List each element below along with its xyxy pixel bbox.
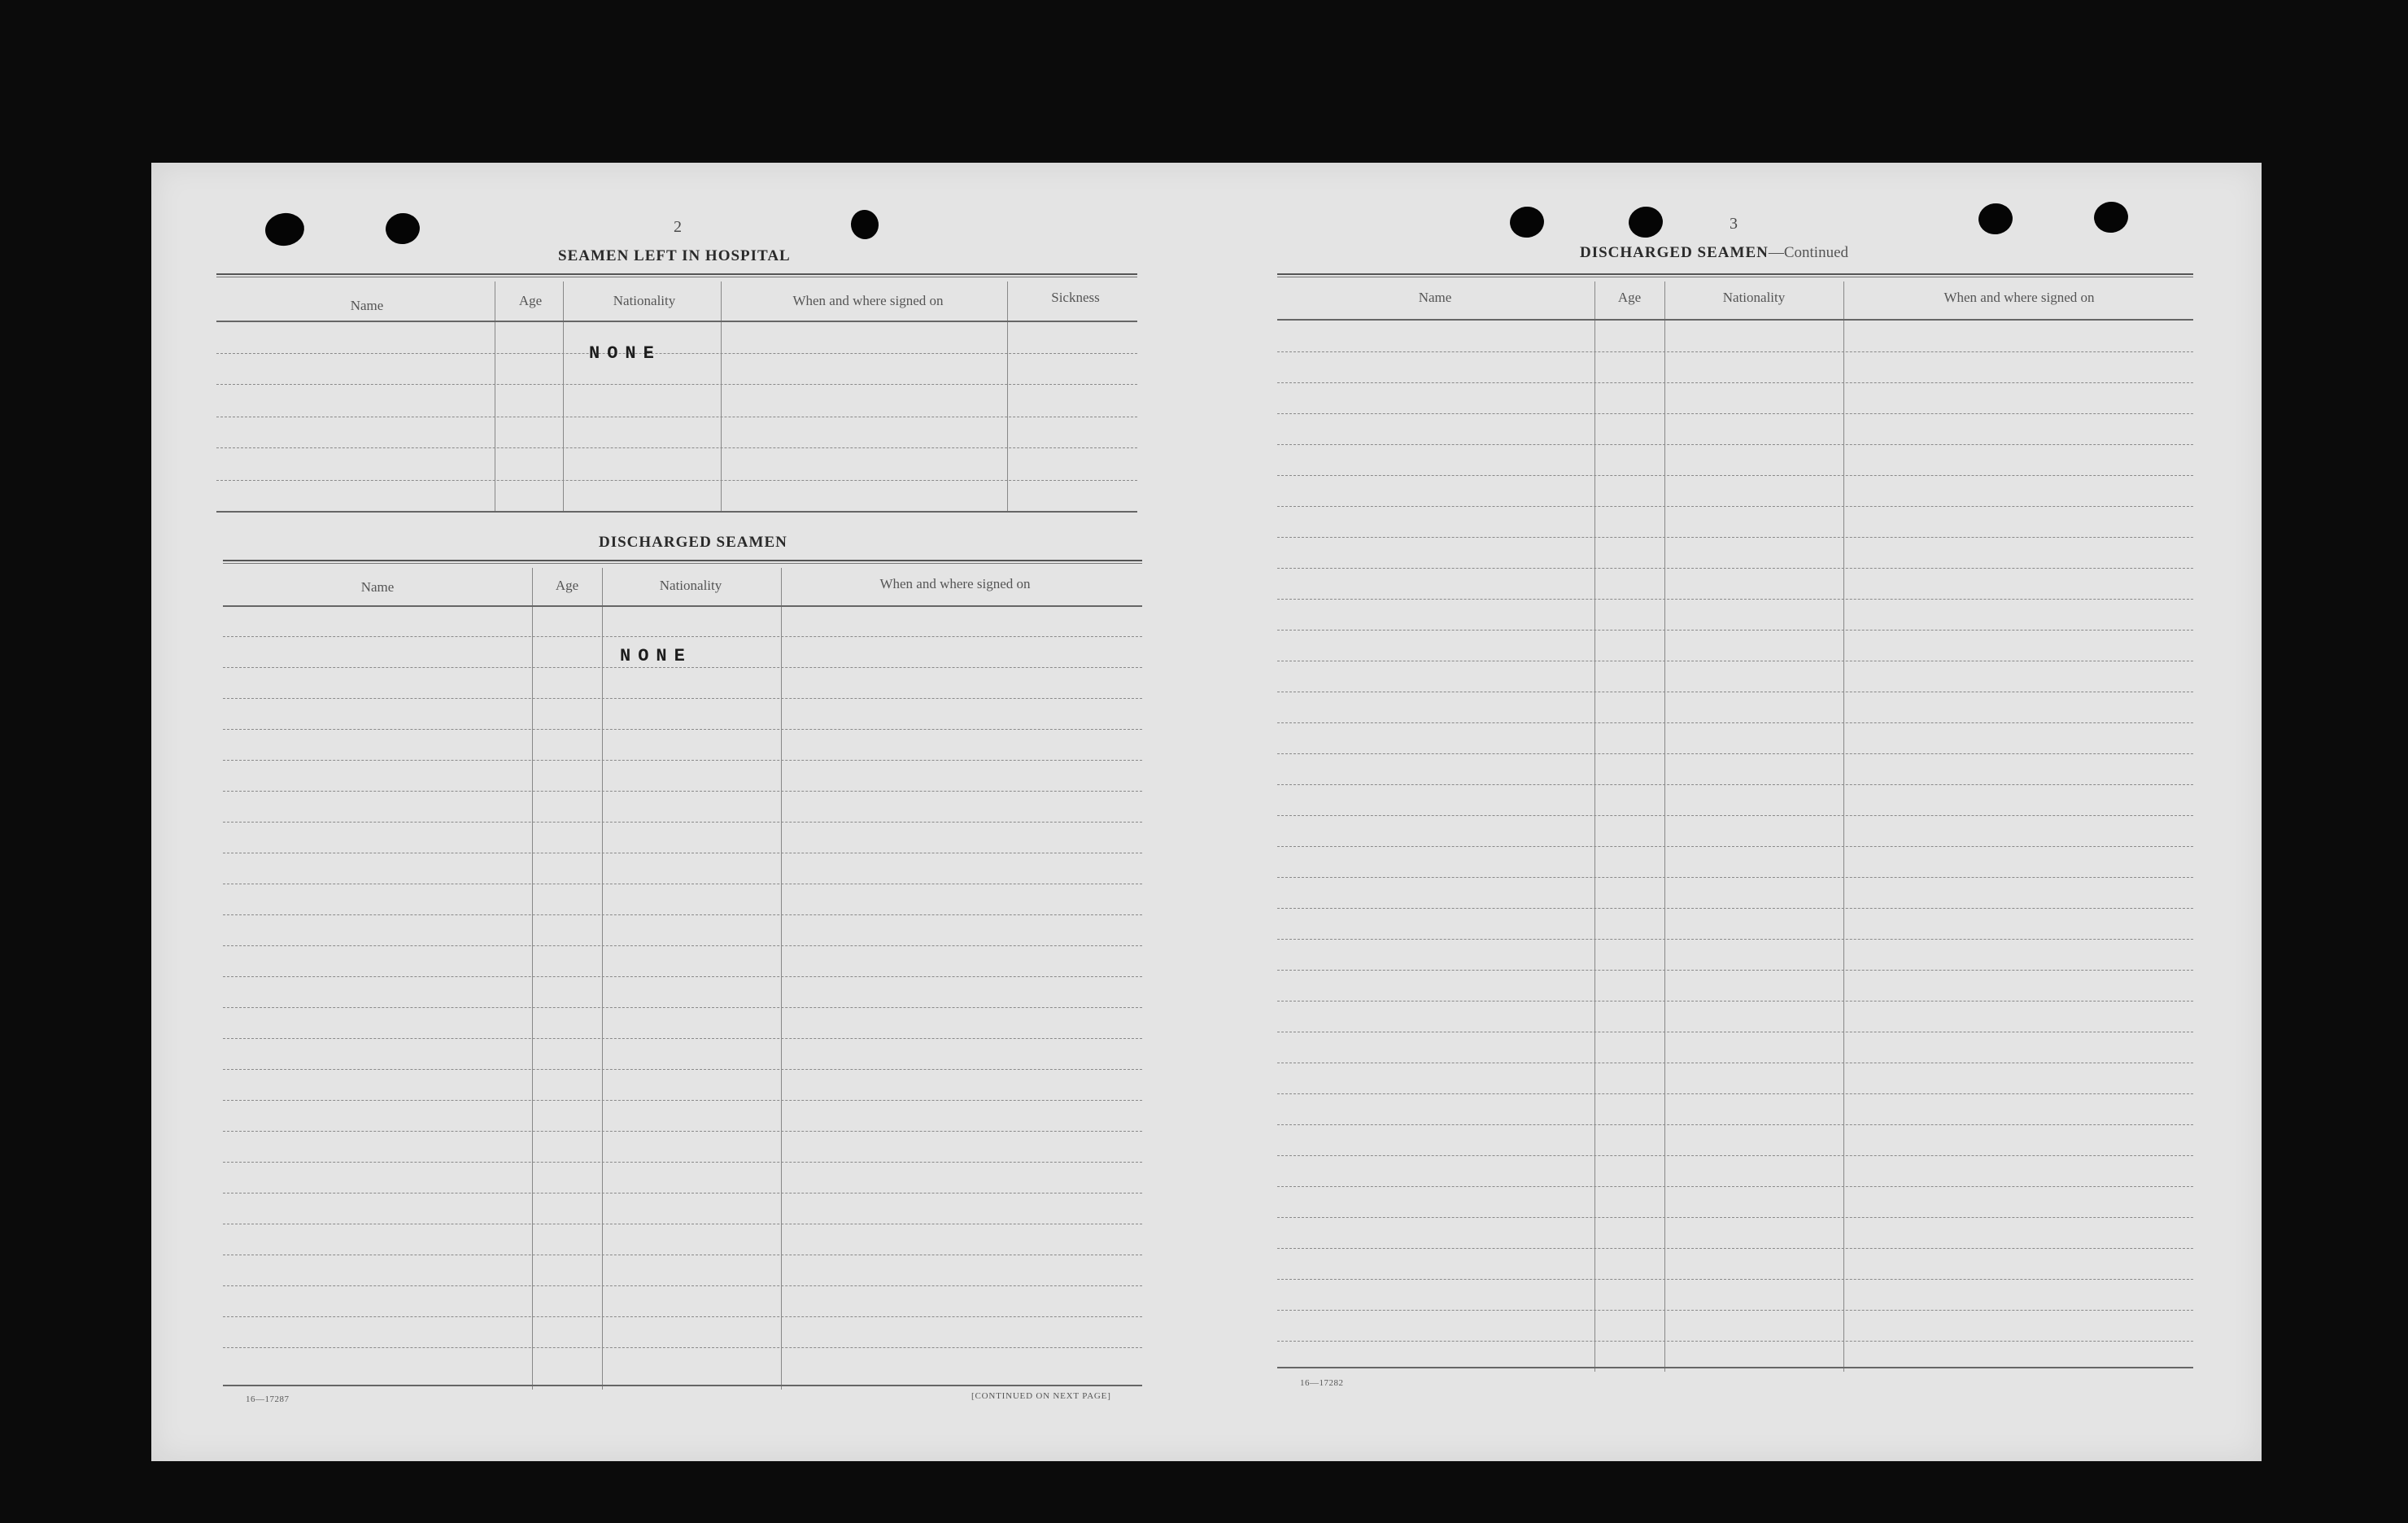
page-number: 3 bbox=[1730, 215, 1738, 233]
manifest-sheet bbox=[151, 163, 2262, 1461]
col-signed-on: When and where signed on bbox=[1943, 290, 2095, 305]
discharged-section-title: DISCHARGED SEAMEN bbox=[599, 534, 787, 551]
hospital-none-entry: NONE bbox=[589, 343, 661, 364]
col-nationality: Nationality bbox=[659, 578, 722, 593]
punch-hole bbox=[1627, 204, 1665, 239]
col-signed-on: When and where signed on bbox=[792, 293, 944, 308]
form-number: 16—17287 bbox=[246, 1394, 290, 1404]
col-signed-on: When and where signed on bbox=[879, 576, 1031, 591]
continued-note: [CONTINUED ON NEXT PAGE] bbox=[971, 1391, 1111, 1401]
punch-hole bbox=[1977, 201, 2015, 236]
col-sickness: Sickness bbox=[1051, 290, 1100, 305]
punch-hole bbox=[2092, 199, 2131, 234]
form-number: 16—17282 bbox=[1300, 1378, 1344, 1388]
title-suffix: —Continued bbox=[1768, 244, 1849, 261]
col-name: Name bbox=[1418, 290, 1452, 305]
discharged-continued-title bbox=[1580, 244, 1848, 262]
punch-hole bbox=[263, 211, 306, 248]
discharged-none-entry: NONE bbox=[620, 646, 692, 666]
col-name: Name bbox=[360, 579, 395, 595]
hospital-section-title: SEAMEN LEFT IN HOSPITAL bbox=[558, 247, 791, 264]
page-number: 2 bbox=[674, 218, 682, 236]
col-age: Age bbox=[518, 293, 543, 308]
col-nationality: Nationality bbox=[613, 293, 676, 308]
col-age: Age bbox=[1617, 290, 1642, 305]
discharged-table-right bbox=[1277, 273, 2193, 1372]
col-age: Age bbox=[555, 578, 579, 593]
col-nationality: Nationality bbox=[1722, 290, 1786, 305]
punch-hole bbox=[1508, 204, 1546, 239]
discharged-table-left bbox=[223, 560, 1142, 1390]
col-name: Name bbox=[350, 298, 384, 313]
punch-hole bbox=[849, 208, 881, 241]
title-text: DISCHARGED SEAMEN bbox=[1580, 244, 1769, 261]
punch-hole bbox=[384, 211, 422, 246]
